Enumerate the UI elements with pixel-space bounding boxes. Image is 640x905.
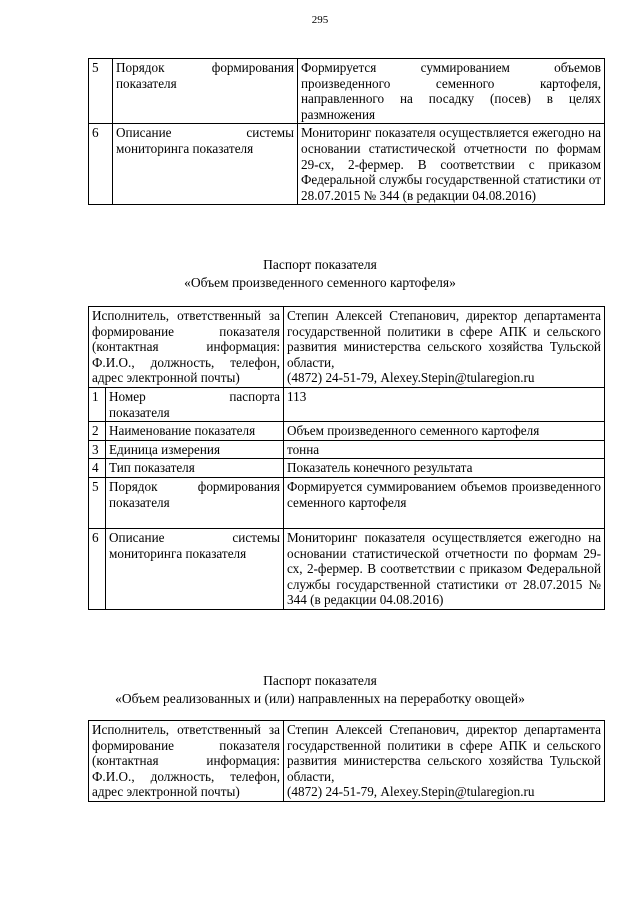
row-label-line: Единица измерения: [109, 441, 221, 457]
row-label-line: Наименование показателя: [109, 423, 256, 439]
row-label: [106, 387, 284, 421]
row-label-line: Описание системы: [109, 529, 280, 545]
row-label-line: мониторинга показателя: [116, 140, 254, 156]
row-label: [106, 477, 284, 528]
table-row: [89, 422, 605, 441]
row-label: [106, 440, 284, 459]
row-label: [106, 528, 284, 609]
table-row: [89, 387, 605, 421]
row-number: 1: [89, 387, 106, 421]
page-number: 295: [311, 14, 329, 26]
row-value: Формируется суммированием объемов произведенного семенного картофеля: [284, 477, 605, 528]
executor-label: Исполнитель, ответственный за формирование показателя (контактная информация: Ф.И.О., должность, телефон, адрес электронной почты): [89, 721, 284, 802]
table-row: [89, 124, 605, 205]
executor-value: [284, 721, 605, 802]
row-label-line: Описание системы: [116, 125, 294, 141]
executor-value: [284, 307, 605, 388]
row-number: 3: [89, 440, 106, 459]
passport-heading-indicator: «Объем произведенного семенного картофеля»: [184, 275, 456, 290]
row-number: 5: [89, 477, 106, 528]
executor-name-position: Степин Алексей Степанович, директор департамента государственной политики в сфере АПК и сельского развития министерства сельского хозяйства Тульской области,: [287, 308, 601, 370]
executor-label: Исполнитель, ответственный за формирование показателя (контактная информация: Ф.И.О., должность, телефон, адрес электронной почты): [89, 307, 284, 388]
row-label-line: Порядок формирования: [116, 60, 294, 75]
row-number: 4: [89, 459, 106, 478]
row-number: 5: [89, 59, 113, 124]
table-row: [89, 459, 605, 478]
table-row: [89, 59, 605, 124]
row-value: Показатель конечного результата: [284, 459, 605, 478]
row-label-line: мониторинга показателя: [109, 545, 247, 561]
table-row: [89, 528, 605, 609]
row-label: [106, 459, 284, 478]
executor-contact: (4872) 24-51-79, Alexey.Stepin@tularegion.ru: [287, 784, 535, 800]
row-number: 6: [89, 528, 106, 609]
table-row: [89, 477, 605, 528]
executor-name-position: Степин Алексей Степанович, директор департамента государственной политики в сфере АПК и сельского развития министерства сельского хозяйства Тульской области,: [287, 722, 601, 784]
row-label-line: Номер паспорта: [109, 388, 280, 404]
row-value: Формируется суммированием объемов произведенного семенного картофеля, направленного на посадку (посев) в целях размножения: [298, 59, 605, 124]
indicator-passport-table: [88, 306, 605, 610]
row-label: [106, 422, 284, 441]
executor-row: [89, 721, 605, 802]
table-row: [89, 440, 605, 459]
row-value: Мониторинг показателя осуществляется ежегодно на основании статистической отчетности по формам 29-сх, 2-фермер. В соответствии с приказом Федеральной службы государственной статистики от 28.07.2015 № 344 (в редакции 04.08.2016): [298, 124, 605, 205]
row-label-line: показателя: [109, 404, 170, 420]
row-label-line: показателя: [116, 75, 177, 91]
row-label-line: Порядок формирования: [109, 478, 280, 494]
row-number: 2: [89, 422, 106, 441]
passport-heading-title: Паспорт показателя: [263, 257, 377, 272]
row-number: 6: [89, 124, 113, 205]
row-label: [113, 59, 298, 124]
executor-row: [89, 307, 605, 388]
row-value: тонна: [284, 440, 605, 459]
executor-contact: (4872) 24-51-79, Alexey.Stepin@tularegion.ru: [287, 370, 535, 386]
passport-heading: [0, 672, 640, 708]
row-label: [113, 124, 298, 205]
passport-heading-title: Паспорт показателя: [263, 673, 377, 688]
row-label-line: показателя: [109, 494, 170, 510]
passport-heading-indicator: «Объем реализованных и (или) направленных на переработку овощей»: [115, 691, 525, 706]
row-value: Мониторинг показателя осуществляется ежегодно на основании статистической отчетности по формам 29-сх, 2-фермер. В соответствии с приказом Федеральной службы государственной статистики от 28.07.2015 № 344 (в редакции 04.08.2016): [284, 528, 605, 609]
indicator-passport-table: [88, 720, 605, 802]
row-value: Объем произведенного семенного картофеля: [284, 422, 605, 441]
indicator-table-continued: [88, 58, 605, 205]
row-value: 113: [284, 387, 605, 421]
passport-heading: [0, 256, 640, 292]
row-label-line: Тип показателя: [109, 460, 195, 476]
